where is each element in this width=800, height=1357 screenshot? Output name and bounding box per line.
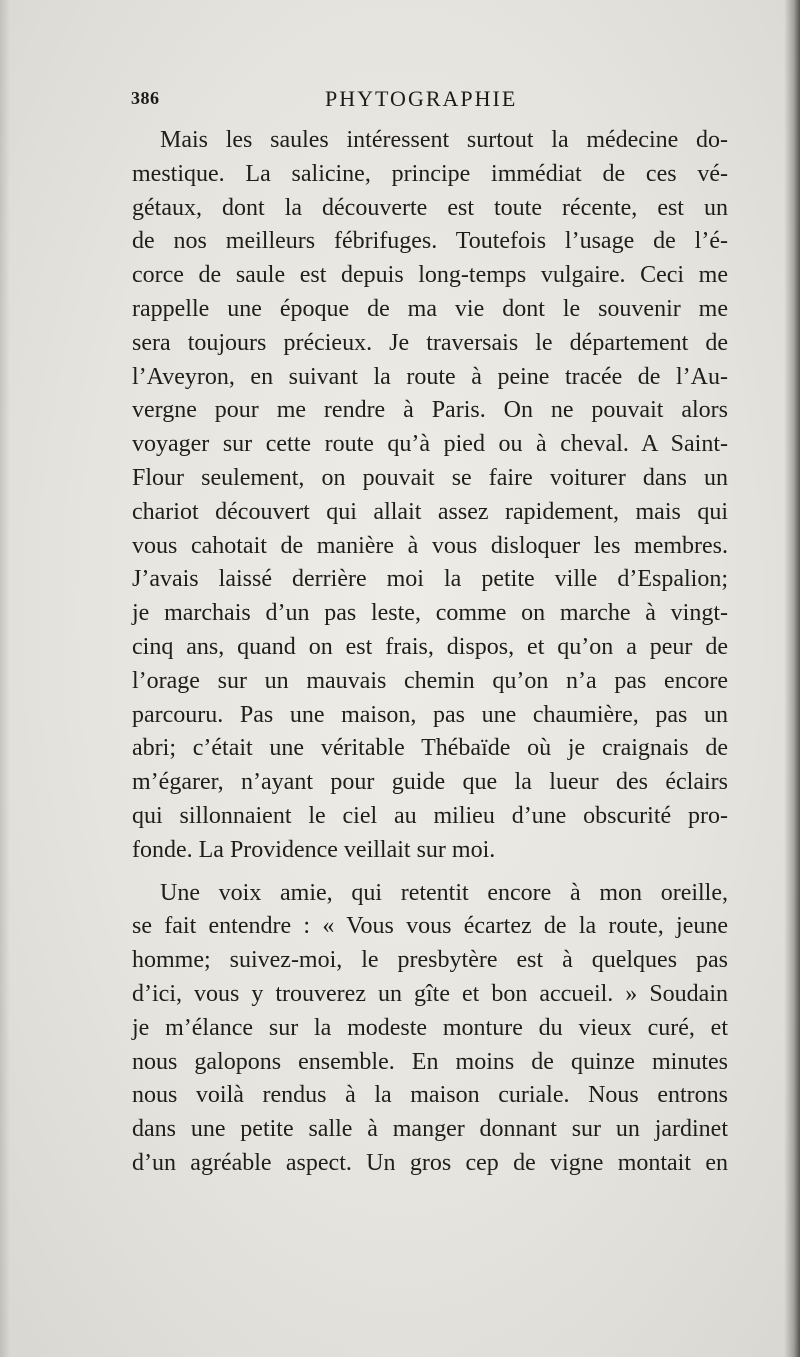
text-line: corce de saule est depuis long-temps vulgaire. Ceci me <box>132 262 728 289</box>
text-line: dans une petite salle à manger donnant sur un jardinet <box>132 1116 728 1143</box>
text-line: l’Aveyron, en suivant la route à peine tracée de l’Au- <box>132 363 728 390</box>
text-line: Flour seulement, on pouvait se faire voiturer dans un <box>132 464 728 491</box>
text-line: parcouru. Pas une maison, pas une chaumière, pas un <box>132 701 728 728</box>
text-line: je m’élance sur la modeste monture du vieux curé, et <box>132 1014 728 1041</box>
page-right-edge-shadow <box>784 0 800 1357</box>
text-line: d’un agréable aspect. Un gros cep de vigne montait en <box>132 1149 728 1176</box>
paragraph-1 <box>132 124 728 868</box>
text-line: l’orage sur un mauvais chemin qu’on n’a pas encore <box>132 667 728 694</box>
page-left-edge-shadow <box>0 0 10 1357</box>
text-line: m’égarer, n’ayant pour guide que la lueur des éclairs <box>132 769 728 796</box>
text-line: vergne pour me rendre à Paris. On ne pouvait alors <box>132 397 728 424</box>
text-line: abri; c’était une véritable Thébaïde où je craignais de <box>132 735 728 762</box>
text-line: de nos meilleurs fébrifuges. Toutefois l’usage de l’é- <box>132 228 728 255</box>
text-line: voyager sur cette route qu’à pied ou à cheval. A Saint- <box>132 431 728 458</box>
text-line: nous voilà rendus à la maison curiale. Nous entrons <box>132 1082 728 1109</box>
text-line: vous cahotait de manière à vous disloquer les membres. <box>132 532 728 559</box>
text-line: Une voix amie, qui retentit encore à mon oreille, <box>160 879 728 906</box>
text-line: cinq ans, quand on est frais, dispos, et qu’on a peur de <box>132 633 728 660</box>
text-line: homme; suivez-moi, le presbytère est à quelques pas <box>132 947 728 974</box>
text-line: Mais les saules intéressent surtout la médecine do- <box>160 127 728 153</box>
text-line: mestique. La salicine, principe immédiat de ces vé- <box>132 160 728 187</box>
text-line: sera toujours précieux. Je traversais le département de <box>132 329 728 356</box>
paragraph-2 <box>132 877 728 1181</box>
page-number: 386 <box>131 88 160 108</box>
text-line: qui sillonnaient le ciel au milieu d’une obscurité pro- <box>132 802 728 829</box>
text-line: nous galopons ensemble. En moins de quinze minutes <box>132 1048 728 1075</box>
text-line: fonde. La Providence veillait sur moi. <box>132 836 496 863</box>
text-line: chariot découvert qui allait assez rapidement, mais qui <box>132 498 728 525</box>
text-line: gétaux, dont la découverte est toute récente, est un <box>132 194 728 221</box>
running-title: PHYTOGRAPHIE <box>325 86 518 111</box>
text-line: se fait entendre : « Vous vous écartez de la route, jeune <box>132 913 728 940</box>
text-line: je marchais d’un pas leste, comme on marche à vingt- <box>132 600 728 627</box>
text-line: rappelle une époque de ma vie dont le souvenir me <box>132 295 728 322</box>
running-head <box>131 86 731 120</box>
body-text <box>132 124 728 1181</box>
paragraph-gap <box>132 868 728 877</box>
text-line: d’ici, vous y trouverez un gîte et bon accueil. » Soudain <box>132 980 728 1007</box>
text-line: J’avais laissé derrière moi la petite ville d’Espalion; <box>132 566 728 593</box>
